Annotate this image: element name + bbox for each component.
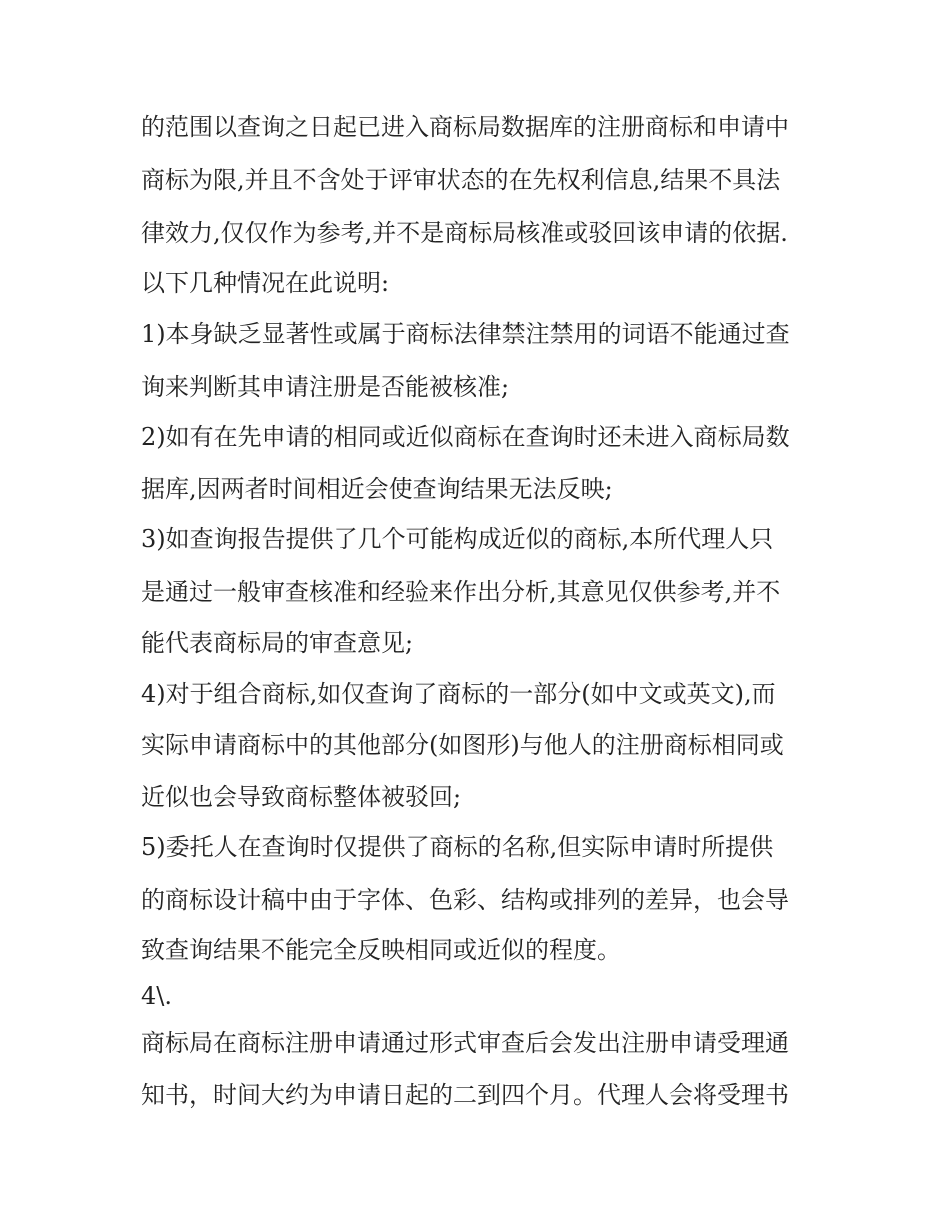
text-line: 以下几种情况在此说明:	[141, 269, 390, 297]
text-line: 的范围以查询之日起已进入商标局数据库的注册商标和申请中	[141, 113, 789, 141]
text-line: 3)如查询报告提供了几个可能构成近似的商标,本所代理人只	[141, 525, 774, 553]
text-line: 据库,因两者时间相近会使查询结果无法反映;	[141, 475, 613, 503]
text-line: 商标为限,并且不含处于评审状态的在先权利信息,结果不具法	[141, 166, 781, 194]
text-line: 知书，时间大约为申请日起的二到四个月。代理人会将受理书	[141, 1081, 789, 1109]
text-line: 近似也会导致商标整体被驳回;	[141, 783, 462, 811]
text-line: 商标局在商标注册申请通过形式审查后会发出注册申请受理通	[141, 1029, 789, 1057]
text-line: 致查询结果不能完全反映相同或近似的程度。	[141, 936, 621, 964]
text-line: 询来判断其申请注册是否能被核准;	[141, 373, 510, 401]
text-line: 1)本身缺乏显著性或属于商标法律禁注禁用的词语不能通过查	[141, 320, 790, 348]
text-line: 是通过一般审查核准和经验来作出分析,其意见仅供参考,并不	[141, 578, 781, 606]
text-line: 4\.	[141, 982, 172, 1010]
text-line: 4)对于组合商标,如仅查询了商标的一部分(如中文或英文),而	[141, 680, 776, 708]
text-line: 能代表商标局的审查意见;	[141, 629, 414, 657]
text-line: 实际申请商标中的其他部分(如图形)与他人的注册商标相同或	[141, 731, 784, 759]
text-line: 5)委托人在查询时仅提供了商标的名称,但实际申请时所提供	[141, 833, 774, 861]
text-line: 2)如有在先申请的相同或近似商标在查询时还未进入商标局数	[141, 423, 790, 451]
text-line: 律效力,仅仅作为参考,并不是商标局核准或驳回该申请的依据.	[141, 219, 788, 247]
text-line: 的商标设计稿中由于字体、色彩、结构或排列的差异，也会导	[141, 886, 789, 914]
